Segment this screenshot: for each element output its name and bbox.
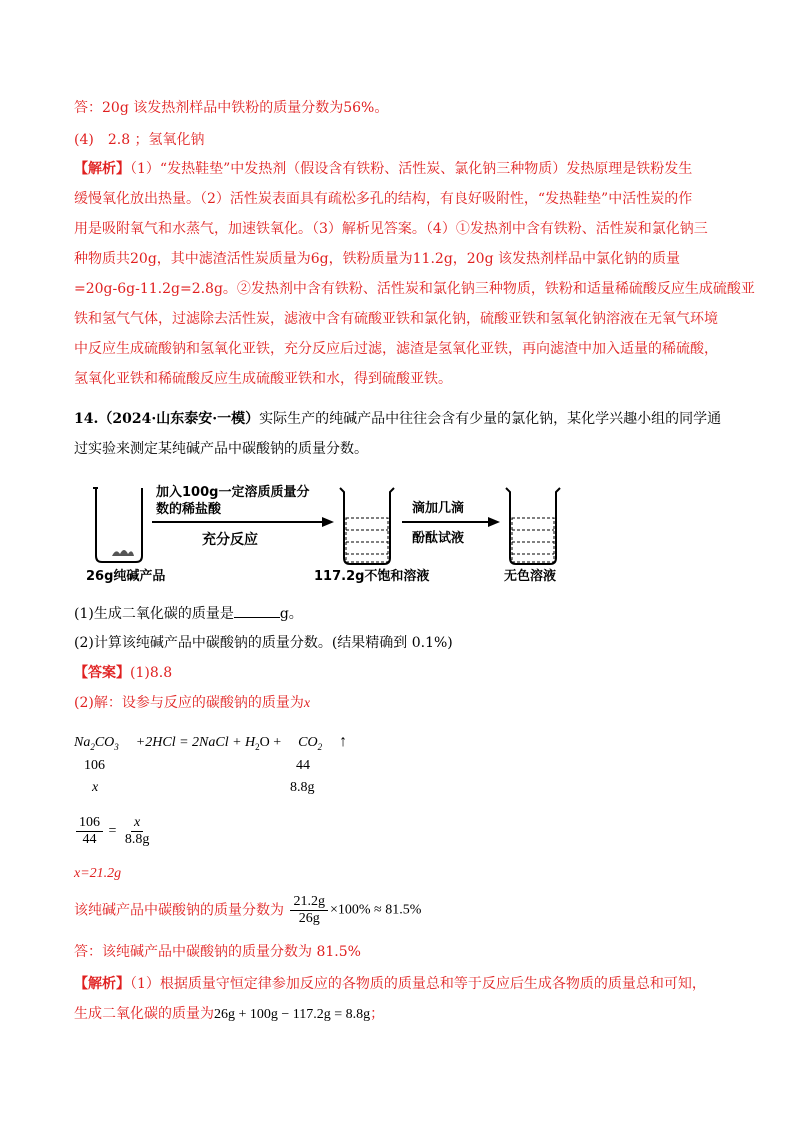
beaker-3 (506, 488, 560, 564)
sub-question-1-text: (1)生成二氧化碳的质量是 (74, 606, 234, 622)
analysis-line-4: 种物质共20g，其中滤渣活性炭质量为6g，铁粉质量为11.2g，20g 该发热剂样品中氯化钠的质量 (74, 251, 681, 267)
sub-question-2: (2)计算该纯碱产品中碳酸钠的质量分数。(结果精确到 0.1%) (74, 635, 453, 651)
arrow-1 (152, 517, 334, 527)
eq-middle: +2HCl = 2NaCl + H (135, 735, 256, 750)
eq-co: CO (94, 735, 115, 750)
variable-x: x (303, 696, 311, 711)
gas-arrow-icon: ↑ (339, 733, 348, 750)
answer-2-intro (74, 693, 310, 714)
eq-na: Na (74, 735, 91, 750)
beaker-1-label: 26g纯碱产品 (86, 569, 166, 584)
question-14-line-2: 过实验来测定某纯碱产品中碳酸钠的质量分数。 (74, 441, 368, 457)
explanation-math: 26g + 100g − 117.2g = 8.8g (214, 1007, 371, 1022)
answer-1-text: (1)8.8 (130, 665, 173, 681)
answer-2-text: (2)解：设参与反应的碳酸钠的质量为 (74, 695, 304, 711)
analysis-text-1: （1）“发热鞋垫”中发热剂（假设含有铁粉、活性炭、氯化钠三种物质）发热原理是铁粉发生 (130, 161, 693, 177)
molar-mass-co2: 44 (296, 758, 310, 773)
analysis-line-7: 中反应生成硫酸钠和氢氧化亚铁，充分反应后过滤，滤渣是氢氧化亚铁，再向滤渣中加入适量的稀硫酸， (74, 341, 718, 357)
beaker-1 (93, 488, 142, 562)
eq-sub-2: 3 (114, 741, 119, 752)
molar-mass-na2co3: 106 (84, 758, 105, 773)
final-answer: 答：该纯碱产品中碳酸钠的质量分数为 81.5% (74, 944, 361, 960)
percentage-label: 该纯碱产品中碳酸钠的质量分数为 (74, 902, 284, 919)
question-number: 14. (74, 411, 99, 427)
ratio-fraction-1 (76, 815, 103, 848)
percentage-fraction (290, 894, 328, 927)
eq-sub-1: 2 (90, 741, 95, 752)
experiment-diagram (84, 478, 584, 588)
ratio-equation: $\frac{106}{44}$ = $\frac{x}{8.8g}$ (74, 815, 154, 848)
analysis-line-6: 铁和氢气气体，过滤除去活性炭，滤液中含有硫酸亚铁和氯化钠，硫酸亚铁和氢氧化钠溶液在无氧气环境 (74, 311, 718, 327)
step-2-label-1: 滴加几滴 (412, 501, 465, 516)
step-2-label-2: 酚酞试液 (412, 531, 465, 546)
arrow-2 (402, 517, 500, 527)
unknown-x: x (92, 780, 99, 795)
analysis-line-3: 用是吸附氧气和水蒸气，加速铁氧化。（3）解析见答案。（4）①发热剂中含有铁粉、活性炭和氯化钠三 (74, 221, 708, 237)
fraction-2-numerator: x (131, 815, 143, 832)
answer-line-1: 答：20g 该发热剂样品中铁粉的质量分数为56%。 (74, 100, 389, 116)
eq-middle-2: O + (259, 735, 282, 750)
explanation-line-1 (74, 974, 706, 994)
analysis-tag: 【解析】 (74, 161, 130, 177)
beaker-3-label: 无色溶液 (504, 569, 557, 584)
eq-sub-4: 2 (317, 741, 323, 752)
percentage-result: ×100% ≈ 81.5% (329, 902, 422, 918)
result-x (74, 863, 121, 884)
answer-line-2: (4) 2.8 ；氢氧化钠 (74, 132, 205, 148)
result-x-text: x=21.2g (74, 866, 122, 881)
question-14-line-1 (74, 409, 721, 429)
analysis-line-5: =20g-6g-11.2g=2.8g。②发热剂中含有铁粉、活性炭和氯化钠三种物质，铁粉和适量稀硫酸反应生成硫酸亚 (74, 281, 755, 297)
sub-question-1-unit: g。 (279, 606, 303, 622)
answer-tag: 【答案】 (74, 665, 130, 681)
powder-sample (112, 550, 134, 556)
percentage-line (74, 894, 421, 927)
step-1-label-1: 加入100g一定溶质质量分 (156, 485, 310, 500)
fraction-2-denominator: 8.8g (124, 832, 150, 847)
sub-question-1 (74, 603, 303, 624)
explanation-text-2: 生成二氧化碳的质量为 (74, 1006, 214, 1022)
fraction-1-denominator: 44 (82, 832, 97, 847)
eq-co2: CO (298, 735, 318, 750)
chemical-equation (74, 732, 347, 757)
explanation-tag: 【解析】 (74, 976, 130, 992)
question-source: （2024·山东泰安·一模） (98, 411, 260, 427)
analysis-line-1 (74, 159, 692, 179)
fraction-1-numerator: 106 (76, 815, 103, 832)
explanation-end: ； (370, 1006, 385, 1022)
beaker-2-label: 117.2g不饱和溶液 (314, 569, 430, 584)
explanation-line-2 (74, 1004, 384, 1025)
co2-mass: 8.8g (290, 780, 315, 795)
explanation-text-1: （1）根据质量守恒定律参加反应的各物质的质量总和等于反应后生成各物质的质量总和可知， (130, 976, 706, 992)
percentage-denominator: 26g (298, 911, 320, 926)
percentage-numerator: 21.2g (290, 894, 328, 911)
beaker-2 (340, 488, 394, 564)
step-1-label-2: 数的稀盐酸 (156, 502, 222, 517)
question-stem-1: 实际生产的纯碱产品中往往会含有少量的氯化钠，某化学兴趣小组的同学通 (259, 411, 722, 427)
eq-sub-3: 2 (255, 741, 260, 752)
analysis-line-2: 缓慢氧化放出热量。（2）活性炭表面具有疏松多孔的结构，有良好吸附性，“发热鞋垫”中活性炭的作 (74, 191, 693, 207)
ratio-fraction-2 (122, 815, 153, 848)
analysis-line-8: 氢氧化亚铁和稀硫酸反应生成硫酸亚铁和水，得到硫酸亚铁。 (74, 371, 452, 387)
step-1-label-below: 充分反应 (202, 532, 258, 548)
answer-blank (234, 603, 280, 618)
answer-1 (74, 663, 172, 683)
